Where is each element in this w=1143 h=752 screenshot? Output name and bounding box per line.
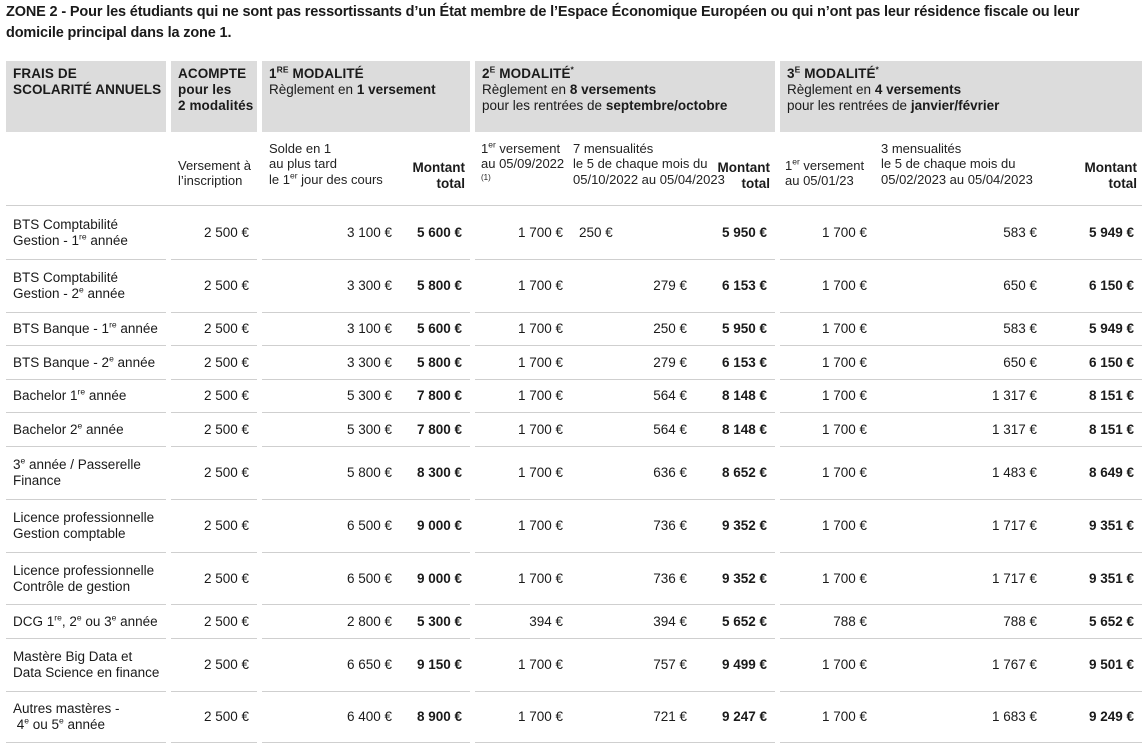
cell-total-2: 5 950 € (695, 206, 775, 260)
cell-total-2: 5 652 € (695, 605, 775, 639)
cell-versement-3: 1 700 € (780, 500, 875, 553)
table-row (6, 346, 1142, 380)
cell-acompte: 2 500 € (171, 260, 257, 313)
cell-versement-3: 1 700 € (780, 206, 875, 260)
table-row (6, 380, 1142, 413)
cell-mensualite-3: 1 683 € (875, 692, 1045, 743)
cell-versement-2: 1 700 € (475, 380, 571, 413)
cell-versement-2: 1 700 € (475, 639, 571, 692)
cell-total-3: 5 652 € (1045, 605, 1142, 639)
cell-mensualite-3: 1 767 € (875, 639, 1045, 692)
cell-acompte: 2 500 € (171, 380, 257, 413)
cell-total-3: 5 949 € (1045, 313, 1142, 346)
program-label: Bachelor 1re année (6, 380, 166, 413)
header-row-columns (6, 132, 1142, 206)
cell-mensualite-2: 721 € (571, 692, 695, 743)
header-acompte: ACOMPTE pour les 2 modalités (171, 61, 257, 132)
cell-total-1: 5 300 € (400, 605, 470, 639)
cell-solde: 2 800 € (262, 605, 400, 639)
cell-total-3: 9 501 € (1045, 639, 1142, 692)
cell-solde: 3 100 € (262, 206, 400, 260)
cell-mensualite-3: 650 € (875, 346, 1045, 380)
cell-total-2: 5 950 € (695, 313, 775, 346)
cell-total-3: 9 351 € (1045, 553, 1142, 605)
cell-solde: 5 300 € (262, 413, 400, 447)
fees-table (6, 61, 1142, 743)
cell-total-3: 9 249 € (1045, 692, 1142, 743)
cell-versement-2: 394 € (475, 605, 571, 639)
cell-mensualite-3: 583 € (875, 313, 1045, 346)
cell-total-1: 5 600 € (400, 313, 470, 346)
cell-versement-3: 788 € (780, 605, 875, 639)
table-row (6, 500, 1142, 553)
cell-versement-2: 1 700 € (475, 553, 571, 605)
table-row (6, 313, 1142, 346)
cell-total-3: 6 150 € (1045, 346, 1142, 380)
table-row (6, 605, 1142, 639)
zone-title: ZONE 2 - Pour les étudiants qui ne sont pas ressortissants d’un État membre de l’Espace Économique Européen ou qui n’ont pas leur résidence fiscale ou leur domicile principal dans la zone 1. (6, 4, 1080, 41)
cell-mensualite-3: 1 717 € (875, 553, 1045, 605)
cell-versement-3: 1 700 € (780, 413, 875, 447)
cell-total-1: 5 800 € (400, 260, 470, 313)
cell-mensualite-3: 1 717 € (875, 500, 1045, 553)
cell-mensualite-3: 1 317 € (875, 380, 1045, 413)
cell-total-3: 5 949 € (1045, 206, 1142, 260)
cell-solde: 6 650 € (262, 639, 400, 692)
cell-solde: 3 300 € (262, 260, 400, 313)
cell-mensualite-3: 1 317 € (875, 413, 1045, 447)
cell-acompte: 2 500 € (171, 206, 257, 260)
cell-total-3: 9 351 € (1045, 500, 1142, 553)
table-row (6, 260, 1142, 313)
cell-total-2: 6 153 € (695, 260, 775, 313)
cell-versement-3: 1 700 € (780, 447, 875, 500)
cell-total-3: 8 151 € (1045, 413, 1142, 447)
table-row (6, 413, 1142, 447)
cell-solde: 3 300 € (262, 346, 400, 380)
cell-mensualite-2: 564 € (571, 380, 695, 413)
cell-versement-2: 1 700 € (475, 313, 571, 346)
cell-versement-2: 1 700 € (475, 500, 571, 553)
cell-acompte: 2 500 € (171, 413, 257, 447)
subheader-mensualites-2: 7 mensualités le 5 de chaque mois du 05/10/2022 au 05/04/2023 (571, 132, 695, 206)
program-label: Autres mastères - 4e ou 5e année (6, 692, 166, 743)
cell-mensualite-2: 250 € (571, 206, 695, 260)
subheader-solde: Solde en 1 au plus tard le 1er jour des cours (262, 132, 400, 206)
table-row (6, 692, 1142, 743)
cell-mensualite-2: 564 € (571, 413, 695, 447)
subheader-montant-total-3: Montant total (1045, 132, 1142, 206)
cell-versement-3: 1 700 € (780, 639, 875, 692)
cell-versement-2: 1 700 € (475, 206, 571, 260)
cell-total-3: 8 151 € (1045, 380, 1142, 413)
program-label: Mastère Big Data et Data Science en finance (6, 639, 166, 692)
cell-total-2: 9 499 € (695, 639, 775, 692)
cell-mensualite-3: 788 € (875, 605, 1045, 639)
subheader-acompte: Versement à l’inscription (171, 132, 257, 206)
cell-mensualite-3: 583 € (875, 206, 1045, 260)
cell-total-1: 9 150 € (400, 639, 470, 692)
cell-mensualite-2: 394 € (571, 605, 695, 639)
cell-solde: 5 300 € (262, 380, 400, 413)
cell-acompte: 2 500 € (171, 605, 257, 639)
program-label: BTS Comptabilité Gestion - 1re année (6, 206, 166, 260)
cell-mensualite-2: 736 € (571, 553, 695, 605)
cell-acompte: 2 500 € (171, 346, 257, 380)
table-row (6, 553, 1142, 605)
header-frais: FRAIS DE SCOLARITÉ ANNUELS (6, 61, 166, 132)
cell-mensualite-2: 757 € (571, 639, 695, 692)
header-modalite-1: 1RE MODALITÉ Règlement en 1 versement (262, 61, 470, 132)
cell-versement-3: 1 700 € (780, 313, 875, 346)
cell-total-3: 6 150 € (1045, 260, 1142, 313)
cell-acompte: 2 500 € (171, 313, 257, 346)
subheader-montant-total-2: Montant total (695, 132, 775, 206)
cell-acompte: 2 500 € (171, 500, 257, 553)
subheader-premier-versement-3: 1er versement au 05/01/23 (780, 132, 875, 206)
cell-acompte: 2 500 € (171, 639, 257, 692)
cell-mensualite-3: 650 € (875, 260, 1045, 313)
cell-total-2: 8 652 € (695, 447, 775, 500)
cell-versement-3: 1 700 € (780, 553, 875, 605)
program-label: BTS Banque - 1re année (6, 313, 166, 346)
header-row-modalities (6, 61, 1142, 132)
cell-total-1: 5 800 € (400, 346, 470, 380)
cell-solde: 6 500 € (262, 553, 400, 605)
cell-total-2: 9 352 € (695, 500, 775, 553)
cell-total-2: 8 148 € (695, 413, 775, 447)
fees-table-body (6, 206, 1142, 743)
cell-total-1: 5 600 € (400, 206, 470, 260)
table-row (6, 639, 1142, 692)
cell-versement-2: 1 700 € (475, 260, 571, 313)
cell-mensualite-2: 279 € (571, 346, 695, 380)
cell-mensualite-3: 1 483 € (875, 447, 1045, 500)
cell-acompte: 2 500 € (171, 553, 257, 605)
cell-solde: 3 100 € (262, 313, 400, 346)
cell-total-1: 8 300 € (400, 447, 470, 500)
program-label: 3e année / Passerelle Finance (6, 447, 166, 500)
cell-versement-3: 1 700 € (780, 380, 875, 413)
cell-mensualite-2: 279 € (571, 260, 695, 313)
cell-versement-3: 1 700 € (780, 692, 875, 743)
table-row (6, 206, 1142, 260)
cell-total-1: 7 800 € (400, 380, 470, 413)
cell-mensualite-2: 636 € (571, 447, 695, 500)
cell-versement-3: 1 700 € (780, 346, 875, 380)
program-label: BTS Comptabilité Gestion - 2e année (6, 260, 166, 313)
cell-versement-2: 1 700 € (475, 447, 571, 500)
header-modalite-3: $3^E$ MODALITÉ* Règlement en 4 versements pour les rentrées de janvier/février (780, 61, 1142, 132)
cell-acompte: 2 500 € (171, 447, 257, 500)
cell-total-3: 8 649 € (1045, 447, 1142, 500)
program-label: Licence professionnelle Gestion comptable (6, 500, 166, 553)
cell-mensualite-2: 736 € (571, 500, 695, 553)
program-label: Licence professionnelle Contrôle de gestion (6, 553, 166, 605)
cell-total-1: 8 900 € (400, 692, 470, 743)
program-label: DCG 1re, 2e ou 3e année (6, 605, 166, 639)
table-row (6, 447, 1142, 500)
cell-total-2: 9 247 € (695, 692, 775, 743)
cell-solde: 6 400 € (262, 692, 400, 743)
subheader-mensualites-3: 3 mensualités le 5 de chaque mois du 05/02/2023 au 05/04/2023 (875, 132, 1045, 206)
cell-versement-3: 1 700 € (780, 260, 875, 313)
cell-versement-2: 1 700 € (475, 413, 571, 447)
cell-acompte: 2 500 € (171, 692, 257, 743)
cell-total-1: 9 000 € (400, 553, 470, 605)
program-label: Bachelor 2e année (6, 413, 166, 447)
program-label: BTS Banque - 2e année (6, 346, 166, 380)
cell-mensualite-2: 250 € (571, 313, 695, 346)
cell-total-2: 6 153 € (695, 346, 775, 380)
cell-total-2: 8 148 € (695, 380, 775, 413)
subheader-premier-versement-2: 1er versement au 05/09/2022 (1) (475, 132, 571, 206)
cell-versement-2: 1 700 € (475, 346, 571, 380)
cell-total-1: 7 800 € (400, 413, 470, 447)
cell-solde: 5 800 € (262, 447, 400, 500)
cell-total-1: 9 000 € (400, 500, 470, 553)
cell-versement-2: 1 700 € (475, 692, 571, 743)
cell-total-2: 9 352 € (695, 553, 775, 605)
subheader-montant-total-1: Montant total (400, 132, 470, 206)
cell-solde: 6 500 € (262, 500, 400, 553)
header-modalite-2: $2^E$ MODALITÉ* Règlement en 8 versements pour les rentrées de septembre/octobre (475, 61, 775, 132)
